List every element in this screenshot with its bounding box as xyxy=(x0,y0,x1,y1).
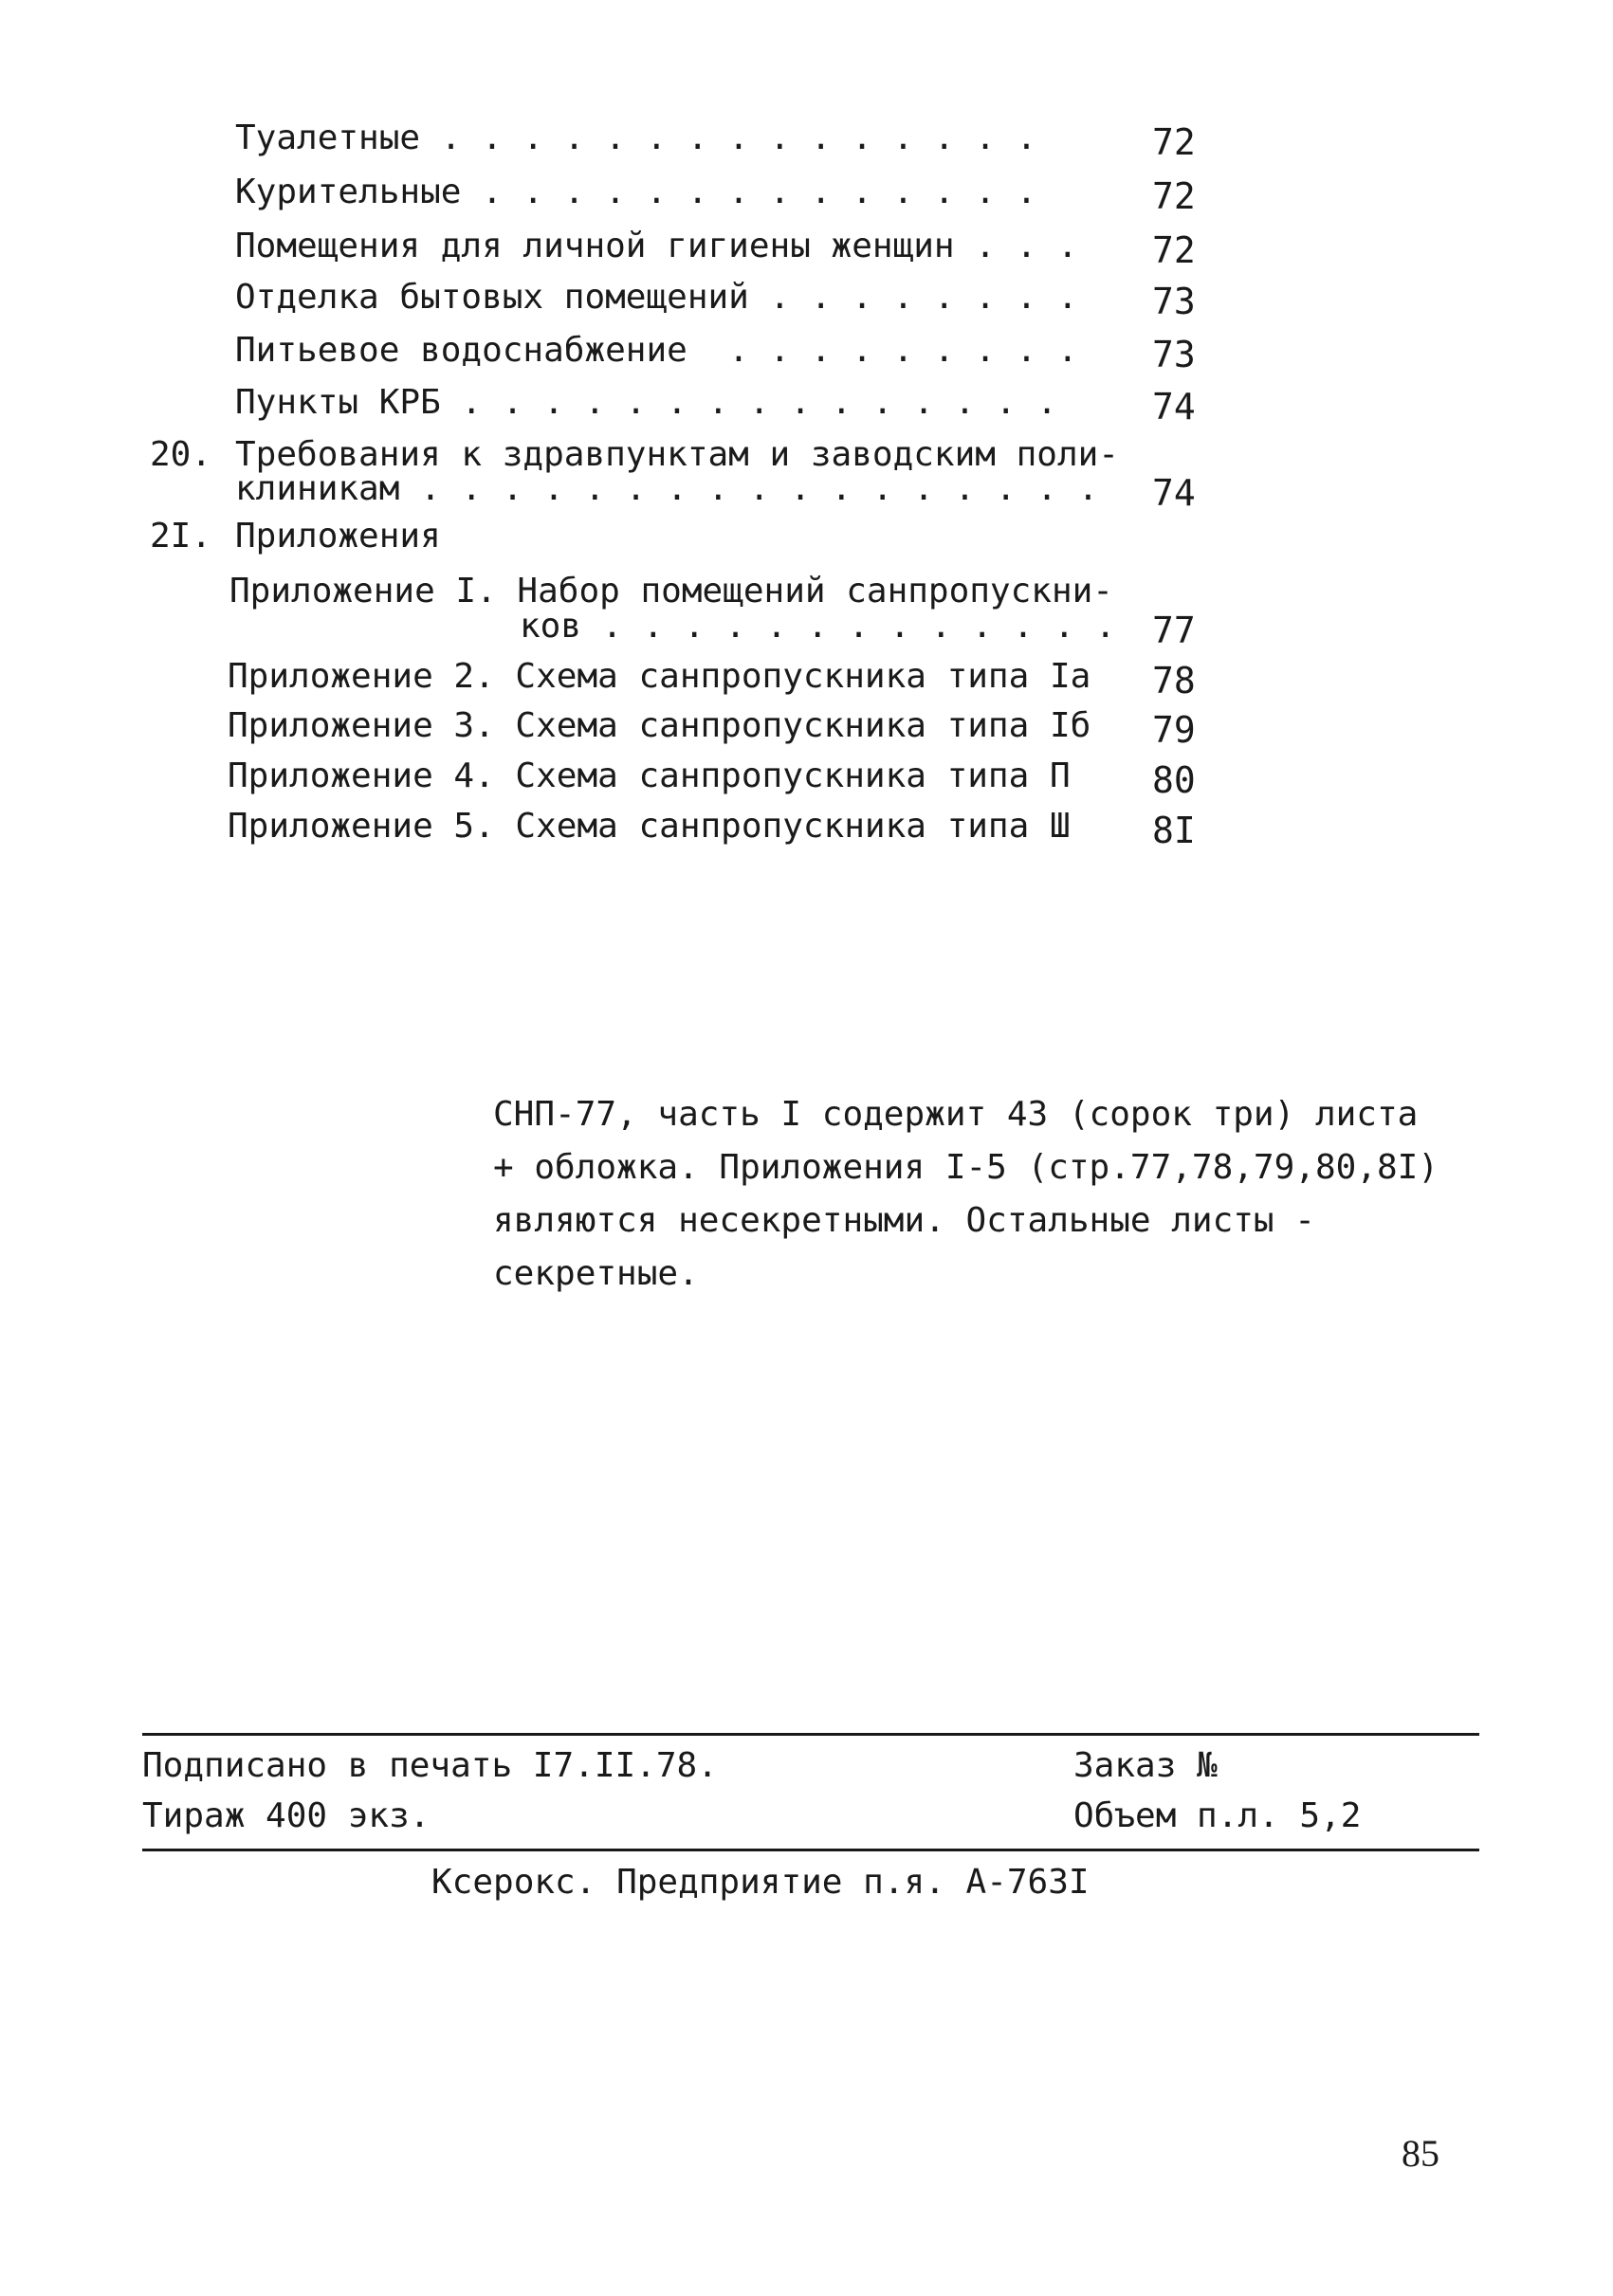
toc-appendix-1-line1: Приложение I. Набор помещений санпропускни- xyxy=(229,572,1113,610)
toc-appendix-1-page: 77 xyxy=(1152,610,1196,651)
toc-appendix-1-line2: ков . . . . . . . . . . . . . xyxy=(520,607,1116,646)
toc-item-krb-points: Пункты КРБ . . . . . . . . . . . . . . . xyxy=(235,383,1057,422)
imprint-top-rule xyxy=(142,1733,1479,1736)
toc-item-krb-points-page: 74 xyxy=(1152,386,1196,428)
imprint-bottom-rule xyxy=(142,1849,1479,1851)
toc-item-hygiene-rooms-page: 72 xyxy=(1152,229,1196,271)
secrecy-note-line-1: СНП-77, часть I содержит 43 (сорок три) листа xyxy=(493,1095,1419,1134)
toc-section-20-page: 74 xyxy=(1152,472,1196,514)
imprint-printer: Ксерокс. Предприятие п.я. А-763I xyxy=(431,1863,1090,1902)
toc-section-20-line2: клиникам . . . . . . . . . . . . . . . . . xyxy=(235,469,1099,508)
toc-item-smoking-rooms: Курительные . . . . . . . . . . . . . . xyxy=(235,173,1037,211)
imprint-signed: Подписано в печать I7.II.78. xyxy=(142,1746,718,1785)
imprint-circulation: Тираж 400 экз. xyxy=(142,1796,431,1835)
toc-item-smoking-rooms-page: 72 xyxy=(1152,175,1196,217)
secrecy-note xyxy=(493,1088,1470,1301)
toc-item-toilets-page: 72 xyxy=(1152,121,1196,163)
toc-appendix-4: Приложение 4. Схема санпропускника типа П xyxy=(228,756,1071,795)
toc-item-finishing-page: 73 xyxy=(1152,281,1196,322)
toc-item-finishing: Отделка бытовых помещений . . . . . . . . xyxy=(235,278,1078,317)
toc-item-toilets: Туалетные . . . . . . . . . . . . . . . xyxy=(235,118,1037,157)
toc-item-drinking-water-page: 73 xyxy=(1152,334,1196,375)
toc-appendix-3-page: 79 xyxy=(1152,709,1196,751)
secrecy-note-line-2: + обложка. Приложения I-5 (стр.77,78,79,80,8I) xyxy=(493,1148,1439,1187)
toc-appendix-5: Приложение 5. Схема санпропускника типа Ш xyxy=(228,807,1071,846)
imprint-volume: Объем п.л. 5,2 xyxy=(1073,1796,1362,1835)
toc-section-20-line1: Требования к здравпунктам и заводским поли- xyxy=(235,435,1119,474)
toc-appendix-2: Приложение 2. Схема санпропускника типа Iа xyxy=(228,657,1091,696)
toc-section-20-number: 20. xyxy=(150,435,212,474)
toc-item-hygiene-rooms: Помещения для личной гигиены женщин . . . xyxy=(235,227,1078,265)
toc-appendix-4-page: 80 xyxy=(1152,759,1196,801)
toc-appendix-5-page: 8I xyxy=(1152,810,1196,851)
page-number: 85 xyxy=(1402,2132,1439,2175)
secrecy-note-line-3: являются несекретными. Остальные листы - xyxy=(493,1201,1315,1240)
imprint-order: Заказ № xyxy=(1073,1746,1218,1785)
secrecy-note-line-4: секретные. xyxy=(493,1254,699,1293)
toc-section-21-number: 2I. xyxy=(150,517,212,556)
toc-section-21-title: Приложения xyxy=(235,517,441,556)
toc-appendix-2-page: 78 xyxy=(1152,660,1196,702)
toc-appendix-3: Приложение 3. Схема санпропускника типа Iб xyxy=(228,706,1091,745)
toc-item-drinking-water: Питьевое водоснабжение . . . . . . . . . xyxy=(235,331,1078,370)
